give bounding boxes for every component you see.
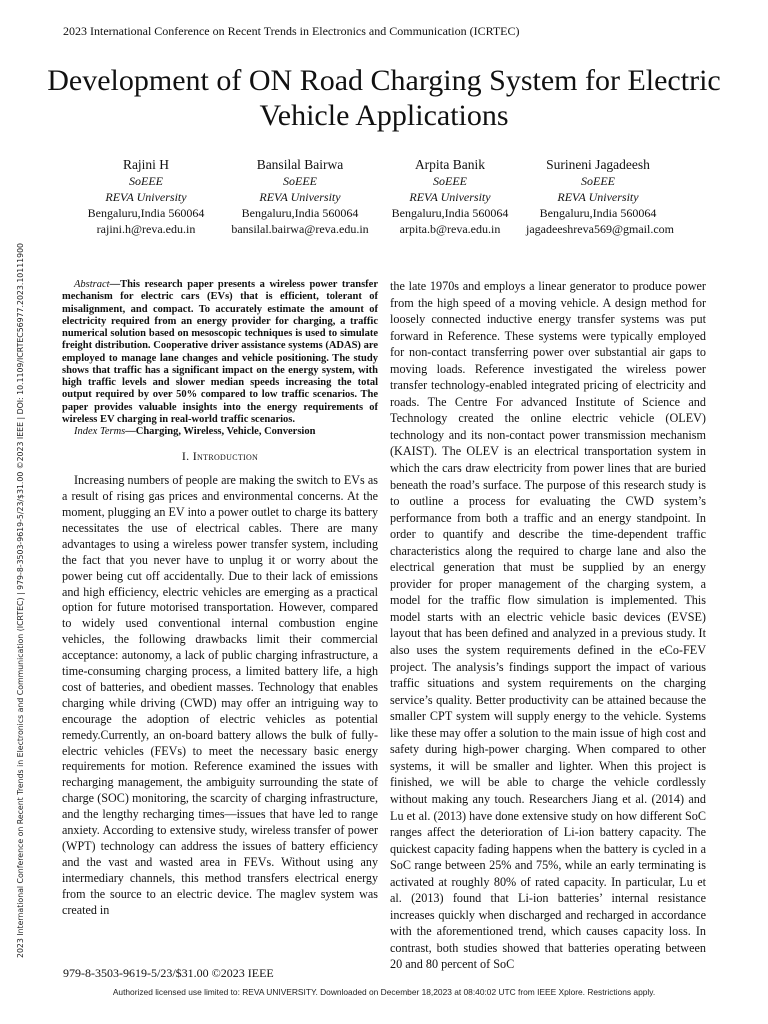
license-notice: Authorized licensed use limited to: REVA UNIVERSITY. Downloaded on December 18,2023 at 08:40:02 UTC from IEEE Xplore. Restrictions apply. bbox=[112, 987, 656, 997]
section-heading bbox=[62, 449, 378, 465]
author-address: Bengaluru,India 560064 bbox=[241, 206, 359, 220]
author-dept: SoEEE bbox=[581, 174, 615, 188]
author-dept: SoEEE bbox=[433, 174, 467, 188]
author-name: Rajini H bbox=[122, 157, 170, 172]
author-university: REVA University bbox=[557, 190, 639, 204]
author-block bbox=[0, 156, 768, 238]
author-dept: SoEEE bbox=[129, 174, 163, 188]
intro-paragraph-left: Increasing numbers of people are making the switch to EVs as a result of rising gas prices and environmental concerns. At the moment, plugging an EV into a power outlet to charge its battery necessitates the use of electrical cables. There are many advantages to using a wireless power transfer system, including the fact that you never have to unplug it or worry about the power being cut off accidentally. Due to their lack of emissions and high efficiency, electric vehicles are emerging as a practical option for future motorised transportation. However, compared to widely used conventional internal combustion engine vehicles, the following drawbacks limit their commercial acceptance: autonomy, a lack of public charging infrastructure, a time-consuming charging process, a limited battery life, a high cost of batteries, and obedient masses. Technology that enables charging while driving (CWD) may offer an intriguing way to encourage the adoption of electric vehicles as potential remedy.Currently, an on-board battery allows the bulk of fully-electric vehicles (FEVs) to meet the necessary basic energy requirements for motion. Reference examined the issues with recharging management, the ambiguity surrounding the state of charge (SOC) monitoring, the scarcity of charging infrastructure, and the lengthy recharging times—issues that have led to range anxiety. According to extensive study, wireless transfer of power (WPT) technology can address the issues of battery efficiency and the vast and wasted area in FEVs. Without using any intermediary channels, this method transfers electrical energy from the source to an electric device. The maglev system was created in bbox=[62, 473, 378, 917]
author-dept: SoEEE bbox=[283, 174, 317, 188]
copyright-line: 979-8-3503-9619-5/23/$31.00 ©2023 IEEE bbox=[63, 966, 274, 980]
paper-title: Development of ON Road Charging System for Electric Vehicle Applications bbox=[47, 64, 721, 132]
index-terms-lead: Index Terms bbox=[74, 426, 126, 437]
author-university: REVA University bbox=[409, 190, 491, 204]
author-name: Arpita Banik bbox=[414, 157, 486, 172]
author-1 bbox=[74, 156, 218, 237]
author-email: jagadeeshreva569@gmail.com bbox=[526, 222, 674, 236]
author-university: REVA University bbox=[259, 190, 341, 204]
abstract-text: —This research paper presents a wireless power transfer mechanism for electric cars (EVs) that is efficient, tolerant of misalignment, and compact. To accurately estimate the amount of electricity required from an energy provider for charging, a traffic numerical solution based on mesoscopic techniques is used to simulate freight distribution. Cooperative driver assistance systems (ADAS) are employed to manage lane changes and vehicle positioning. The study shows that traffic has a significant impact on the energy system, with high traffic levels and slower median speeds increasing the total output required by over 50% compared to low traffic scenarios. The paper provides valuable insights into the energy requirements of wireless EV charging in real-world traffic scenarios. bbox=[62, 279, 378, 425]
index-terms-text: —Charging, Wireless, Vehicle, Conversion bbox=[125, 426, 316, 437]
section-number: I. bbox=[181, 449, 190, 464]
author-email: arpita.b@reva.edu.in bbox=[399, 222, 501, 236]
author-2 bbox=[218, 156, 382, 237]
abstract bbox=[62, 279, 378, 426]
author-4 bbox=[526, 156, 674, 237]
side-margin-note-text: 2023 International Conference on Recent Trends in Electronics and Communication (ICRTEC) | 979-8-3503-9619-5/23/$31.00 ©2023 IEEE | DOI: 10.1109/ICRTEC56977.2023.10111900 bbox=[16, 242, 25, 958]
author-email: bansilal.bairwa@reva.edu.in bbox=[231, 222, 369, 236]
author-university: REVA University bbox=[105, 190, 187, 204]
author-address: Bengaluru,India 560064 bbox=[539, 206, 657, 220]
abstract-lead: Abstract bbox=[74, 279, 110, 290]
intro-paragraph-right: the late 1970s and employs a linear generator to produce power from the high speed of a moving vehicle. A design method for loosely connected inductive energy transfer systems was put forward in Reference. These systems were typically employed for non-contact transferring power over substantial air gaps to moving loads. Reference investigated the wireless power transfer technology-enabled integrated pricing of electricity and roads. The Centre For advanced Institute of Science and Technology created the online electric vehicle (OLEV) technology and its non-contact power transmission mechanism (KAIST). The OLEV is an electrical transportation system in which the cars draw electricity from power lines that are buried beneath the road’s surface. The purpose of this research study is to outline a process for evaluating the CWD system’s performance from both a traffic and an energy standpoint. In order to quantify and describe the time-dependent traffic characteristics along the required to charge lane and also the electrical generation that must be supplied by an energy provider for proper management of the charging system, a model for the traffic flow simulation is implemented. This model starts with an electric vehicle basic devices (EVSE) layout that has been defined and analyzed in a previous study. It also uses the system requirements defined in the eCo-FEV project. The analysis’s findings support the impact of various traffic situations and system requirements on the charging service’s quality. Better productivity can be attained because the smaller CPT system will supply energy to the vehicle. Systems like these may offer a solution to the main issue of high cost and safety during high-power charging. When compared to other systems, it will be smaller and lighter. When this project is finished, we will be able to charge the vehicle cordlessly without making any touch. Researchers Jiang et al. (2014) and Lu et al. (2013) have done extensive study on how different SoC ranges affect the deterioration of Li-ion battery capacity. The quickest capacity fading happens when the battery is cycled in a SoC range between 25% and 75%, while an early terminating is activated at roughly 80% of rated capacity. In particular, Lu et al. (2013) found that Li-ion batteries’ internal resistance increases quickly when discharged and recharged in accordance with the aforementioned trend, which causes capacity loss. In contrast, both studies showed that batteries operating between 20 and 80 percent of SoC bbox=[390, 279, 706, 972]
side-margin-note bbox=[4, 178, 25, 958]
author-email: rajini.h@reva.edu.in bbox=[96, 222, 196, 236]
author-name: Bansilal Bairwa bbox=[256, 157, 344, 172]
conference-header: 2023 International Conference on Recent Trends in Electronics and Communication (ICRTEC) bbox=[63, 24, 520, 38]
author-address: Bengaluru,India 560064 bbox=[87, 206, 205, 220]
author-3 bbox=[382, 156, 518, 237]
left-column bbox=[62, 279, 378, 919]
author-name: Surineni Jagadeesh bbox=[546, 157, 650, 172]
section-title: Introduction bbox=[192, 449, 259, 464]
right-column bbox=[390, 278, 706, 973]
index-terms bbox=[62, 426, 378, 438]
author-address: Bengaluru,India 560064 bbox=[391, 206, 509, 220]
